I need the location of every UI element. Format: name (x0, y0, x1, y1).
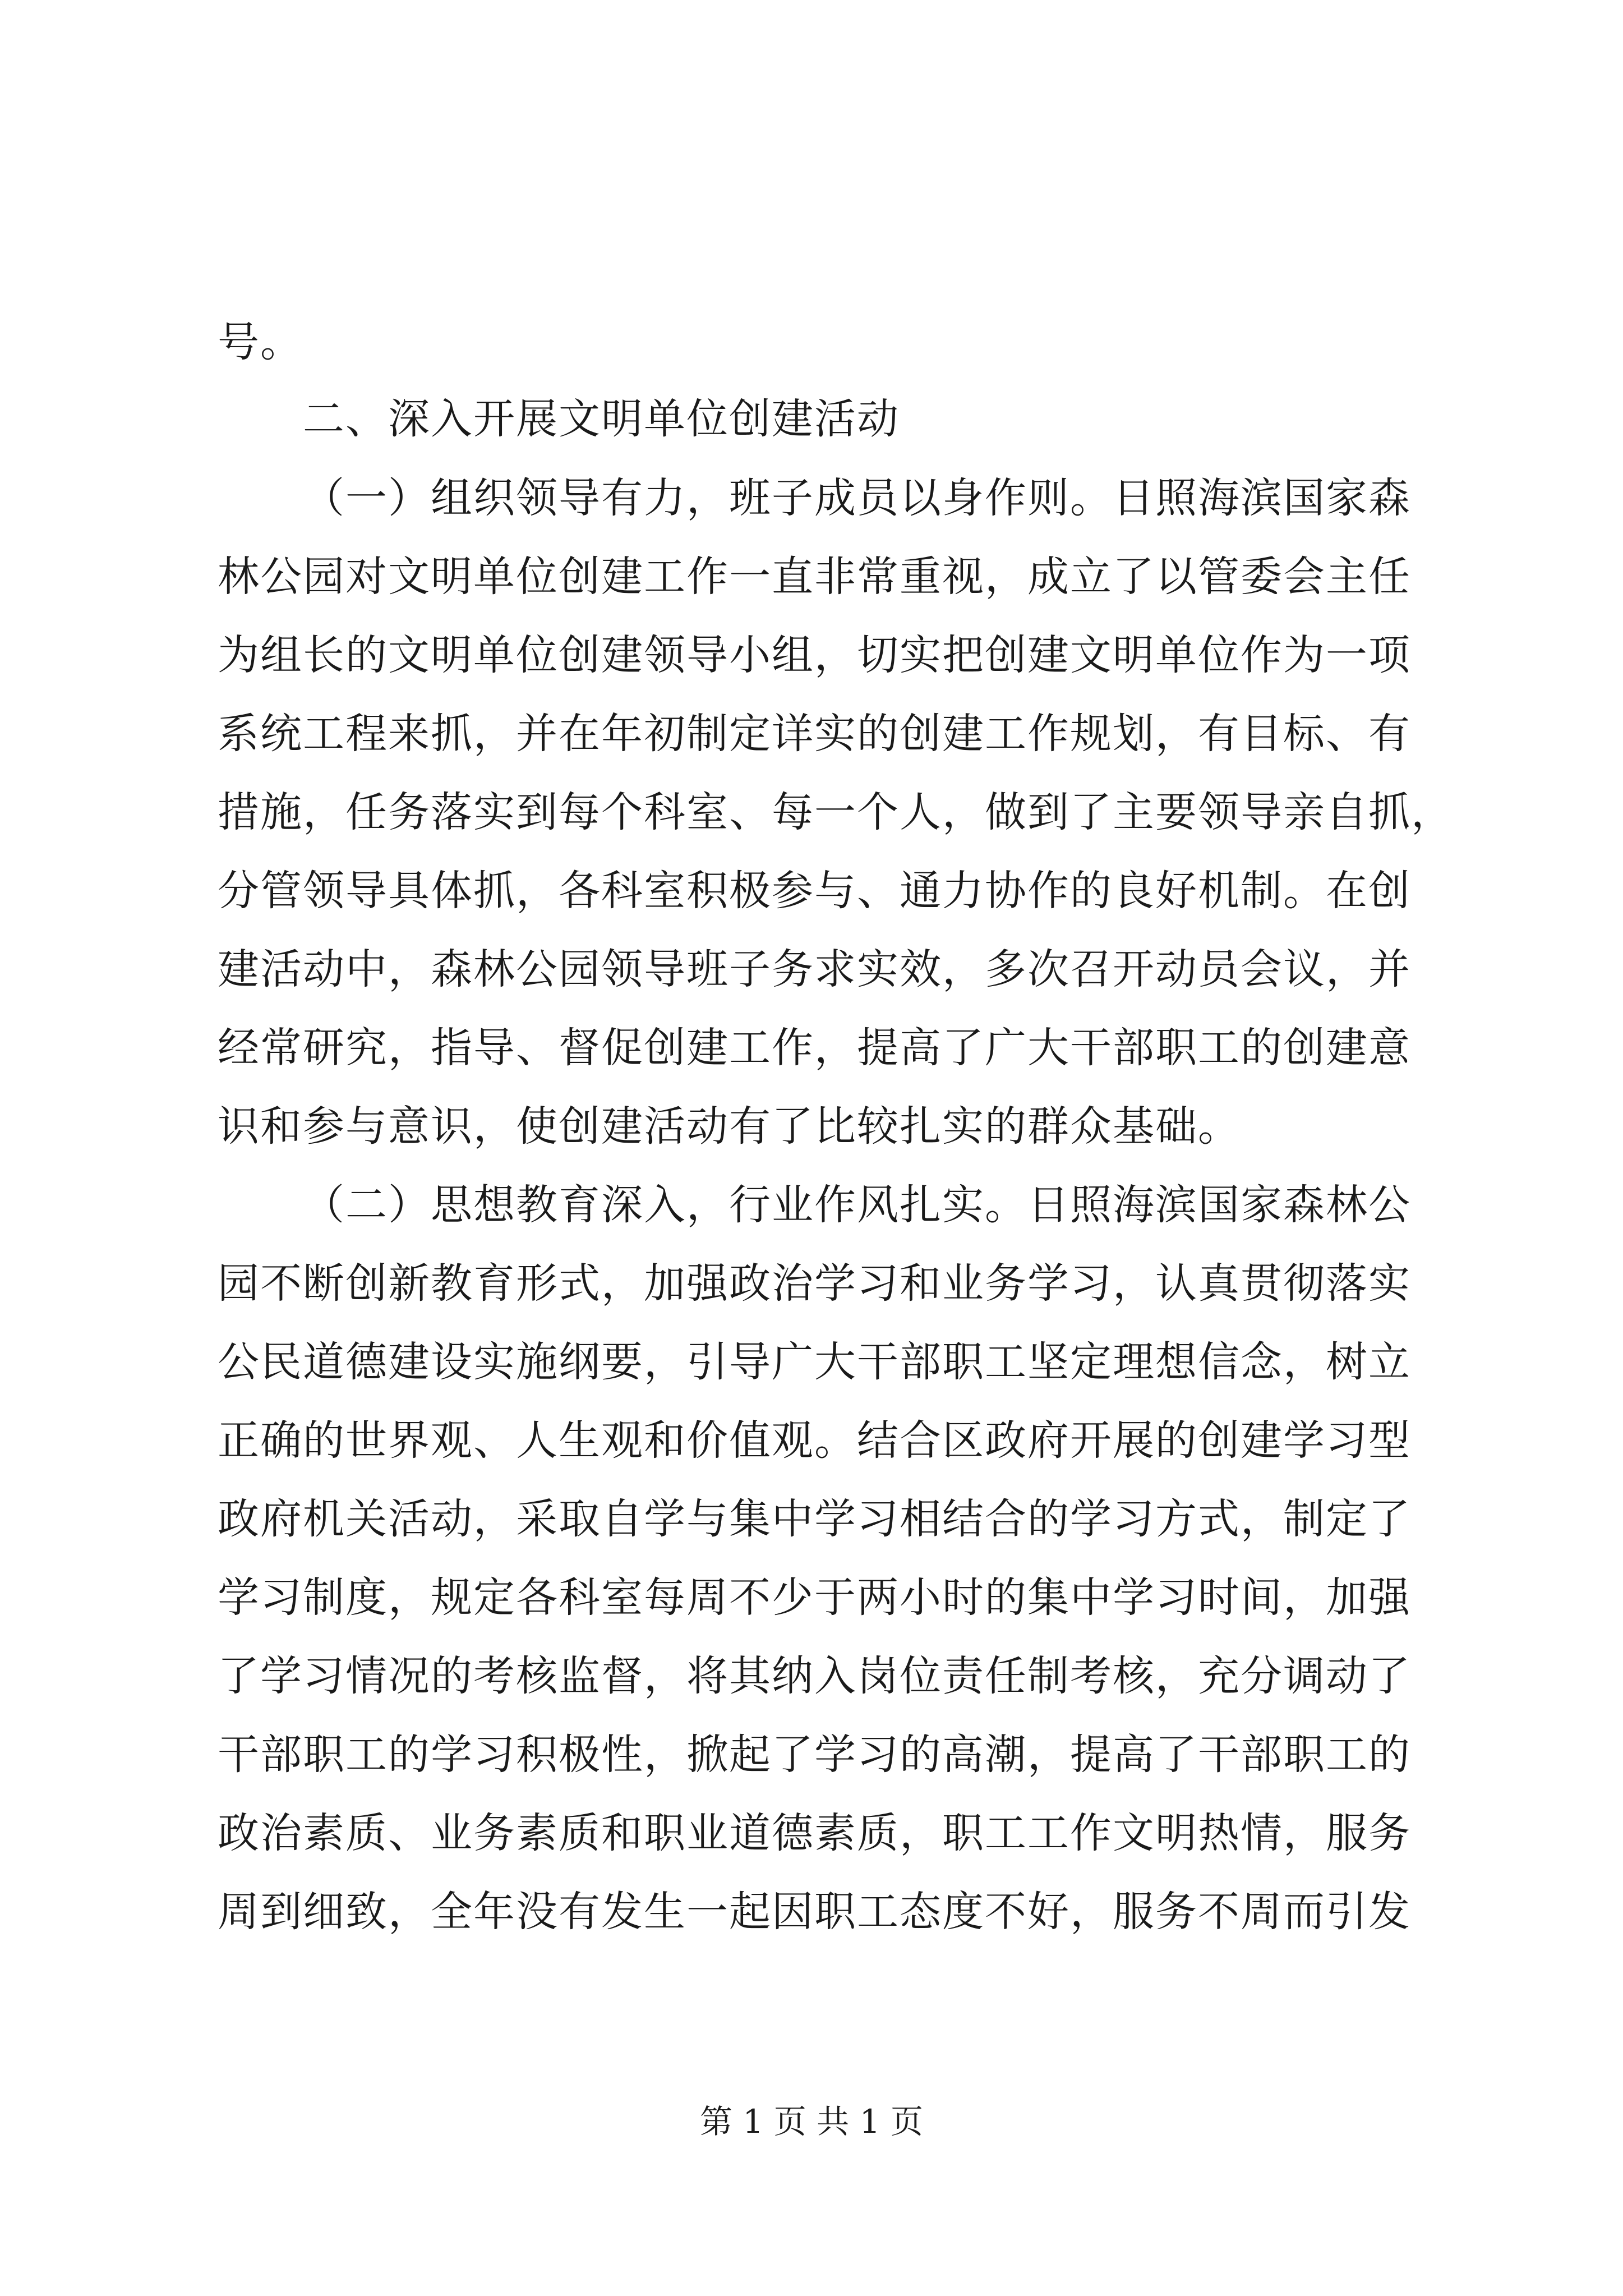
page-footer: 第 1 页 共 1 页 (700, 2102, 923, 2141)
paragraph-2-line-4: 正确的世界观、人生观和价值观。结合区政府开展的创建学习型 (218, 1416, 1411, 1465)
paragraph-2-line-2: 园不断创新教育形式，加强政治学习和业务学习，认真贯彻落实 (218, 1259, 1411, 1308)
text-line-1: 号。 (218, 318, 303, 366)
paragraph-1-line-6: 分管领导具体抓，各科室积极参与、通力协作的良好机制。在创 (218, 867, 1411, 915)
paragraph-1-line-3: 为组长的文明单位创建领导小组，切实把创建文明单位作为一项 (218, 631, 1411, 679)
paragraph-2-line-8: 干部职工的学习积极性，掀起了学习的高潮，提高了干部职工的 (218, 1731, 1411, 1779)
paragraph-2-line-5: 政府机关活动，采取自学与集中学习相结合的学习方式，制定了 (218, 1495, 1411, 1543)
paragraph-1-line-1: （一）组织领导有力，班子成员以身作则。日照海滨国家森 (303, 474, 1411, 522)
paragraph-2-line-9: 政治素质、业务素质和职业道德素质，职工工作文明热情，服务 (218, 1809, 1411, 1857)
paragraph-2-line-3: 公民道德建设实施纲要，引导广大干部职工坚定理想信念，树立 (218, 1338, 1411, 1386)
paragraph-1-line-5: 措施，任务落实到每个科室、每一个人，做到了主要领导亲自抓， (218, 788, 1454, 836)
paragraph-1-line-8: 经常研究，指导、督促创建工作，提高了广大干部职工的创建意 (218, 1024, 1411, 1072)
paragraph-2-line-7: 了学习情况的考核监督，将其纳入岗位责任制考核，充分调动了 (218, 1652, 1411, 1700)
paragraph-2-line-6: 学习制度，规定各科室每周不少于两小时的集中学习时间，加强 (218, 1573, 1411, 1622)
paragraph-2-line-10: 周到细致，全年没有发生一起因职工态度不好，服务不周而引发 (218, 1888, 1411, 1936)
paragraph-1-line-9: 识和参与意识，使创建活动有了比较扎实的群众基础。 (218, 1102, 1241, 1151)
paragraph-1-line-2: 林公园对文明单位创建工作一直非常重视，成立了以管委会主任 (218, 553, 1411, 601)
paragraph-2-line-1: （二）思想教育深入，行业作风扎实。日照海滨国家森林公 (303, 1181, 1411, 1229)
paragraph-1-line-7: 建活动中，森林公园领导班子务求实效，多次召开动员会议，并 (218, 945, 1411, 993)
section-heading: 二、深入开展文明单位创建活动 (303, 395, 900, 443)
paragraph-1-line-4: 系统工程来抓，并在年初制定详实的创建工作规划，有目标、有 (218, 710, 1411, 758)
